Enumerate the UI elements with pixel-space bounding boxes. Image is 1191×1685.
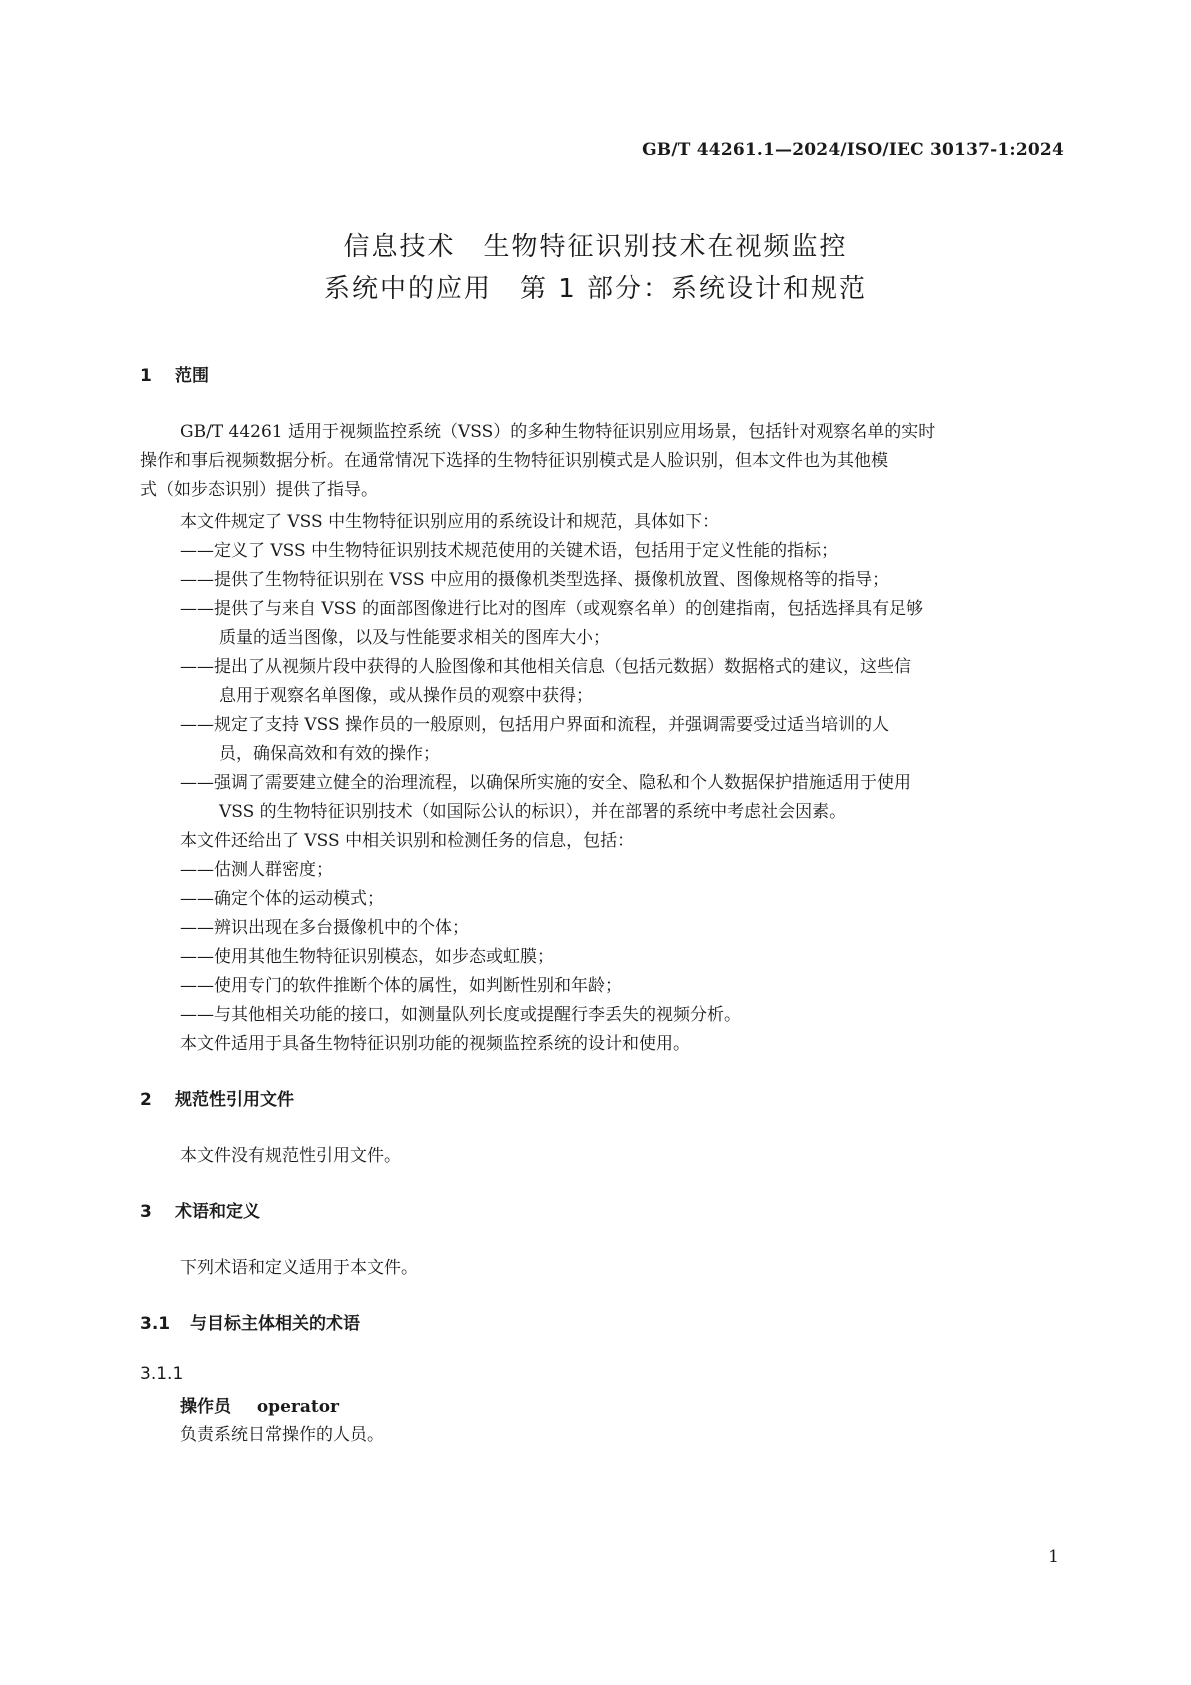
section-1-heading (140, 361, 209, 386)
term-definition: 负责系统日常操作的人员。 (180, 1425, 384, 1445)
section-number: 2 (140, 1090, 152, 1110)
paragraph: 下列术语和定义适用于本文件。 (180, 1258, 418, 1278)
list-item: ——提供了与来自 VSS 的面部图像进行比对的图库（或观察名单）的创建指南，包括选择具有足够 (180, 599, 924, 619)
paragraph-line: GB/T 44261 适用于视频监控系统（VSS）的多种生物特征识别应用场景，包括针对观察名单的实时 (180, 422, 936, 442)
list-item: ——提出了从视频片段中获得的人脸图像和其他相关信息（包括元数据）数据格式的建议，这些信 (180, 657, 911, 677)
term-english: operator (256, 1397, 340, 1417)
list-item: ——估测人群密度； (180, 860, 333, 880)
section-3-heading (140, 1197, 260, 1222)
standard-number: GB/T 44261.1—2024/ISO/IEC 30137-1:2024 (642, 140, 1064, 160)
list-item-continuation: 质量的适当图像，以及与性能要求相关的图库大小； (219, 628, 610, 648)
paragraph: 本文件没有规范性引用文件。 (180, 1146, 401, 1166)
list-item: ——强调了需要建立健全的治理流程，以确保所实施的安全、隐私和个人数据保护措施适用于使用 (180, 773, 911, 793)
list-item: ——使用其他生物特征识别模态，如步态或虹膜； (180, 947, 554, 967)
list-item: ——确定个体的运动模式； (180, 889, 384, 909)
list-item: ——提供了生物特征识别在 VSS 中应用的摄像机类型选择、摄像机放置、图像规格等的指导； (180, 570, 890, 590)
subsection-number: 3.1 (140, 1314, 171, 1334)
paragraph-line: 式（如步态识别）提供了指导。 (140, 480, 378, 500)
list-item: ——规定了支持 VSS 操作员的一般原则，包括用户界面和流程，并强调需要受过适当培训的人 (180, 715, 890, 735)
list-item: ——辨识出现在多台摄像机中的个体； (180, 918, 469, 938)
term-number: 3.1.1 (140, 1364, 184, 1384)
section-title: 术语和定义 (175, 1202, 260, 1222)
list-item-continuation: 息用于观察名单图像，或从操作员的观察中获得； (219, 686, 593, 706)
term-entry (180, 1392, 339, 1417)
paragraph: 本文件还给出了 VSS 中相关识别和检测任务的信息，包括： (180, 831, 635, 851)
section-number: 3 (140, 1202, 152, 1222)
document-title-line-2: 系统中的应用 第 1 部分：系统设计和规范 (323, 274, 868, 304)
section-title: 规范性引用文件 (175, 1090, 294, 1110)
document-title-line-1: 信息技术 生物特征识别技术在视频监控 (343, 232, 848, 262)
list-item: ——与其他相关功能的接口，如测量队列长度或提醒行李丢失的视频分析。 (180, 1005, 741, 1025)
page-number: 1 (1048, 1547, 1059, 1567)
subsection-3-1-heading (140, 1309, 360, 1334)
list-item-continuation: VSS 的生物特征识别技术（如国际公认的标识），并在部署的系统中考虑社会因素。 (219, 802, 847, 822)
paragraph-line: 操作和事后视频数据分析。在通常情况下选择的生物特征识别模式是人脸识别，但本文件也为其他模 (140, 451, 888, 471)
paragraph: 本文件适用于具备生物特征识别功能的视频监控系统的设计和使用。 (180, 1034, 690, 1054)
list-item: ——定义了 VSS 中生物特征识别技术规范使用的关键术语，包括用于定义性能的指标； (180, 541, 839, 561)
paragraph: 本文件规定了 VSS 中生物特征识别应用的系统设计和规范，具体如下： (180, 512, 720, 532)
list-item: ——使用专门的软件推断个体的属性，如判断性别和年龄； (180, 976, 622, 996)
list-item-continuation: 员，确保高效和有效的操作； (219, 744, 440, 764)
section-title: 范围 (175, 366, 209, 386)
section-number: 1 (140, 366, 152, 386)
subsection-title: 与目标主体相关的术语 (190, 1314, 360, 1334)
term-chinese: 操作员 (180, 1397, 231, 1417)
section-2-heading (140, 1085, 294, 1110)
